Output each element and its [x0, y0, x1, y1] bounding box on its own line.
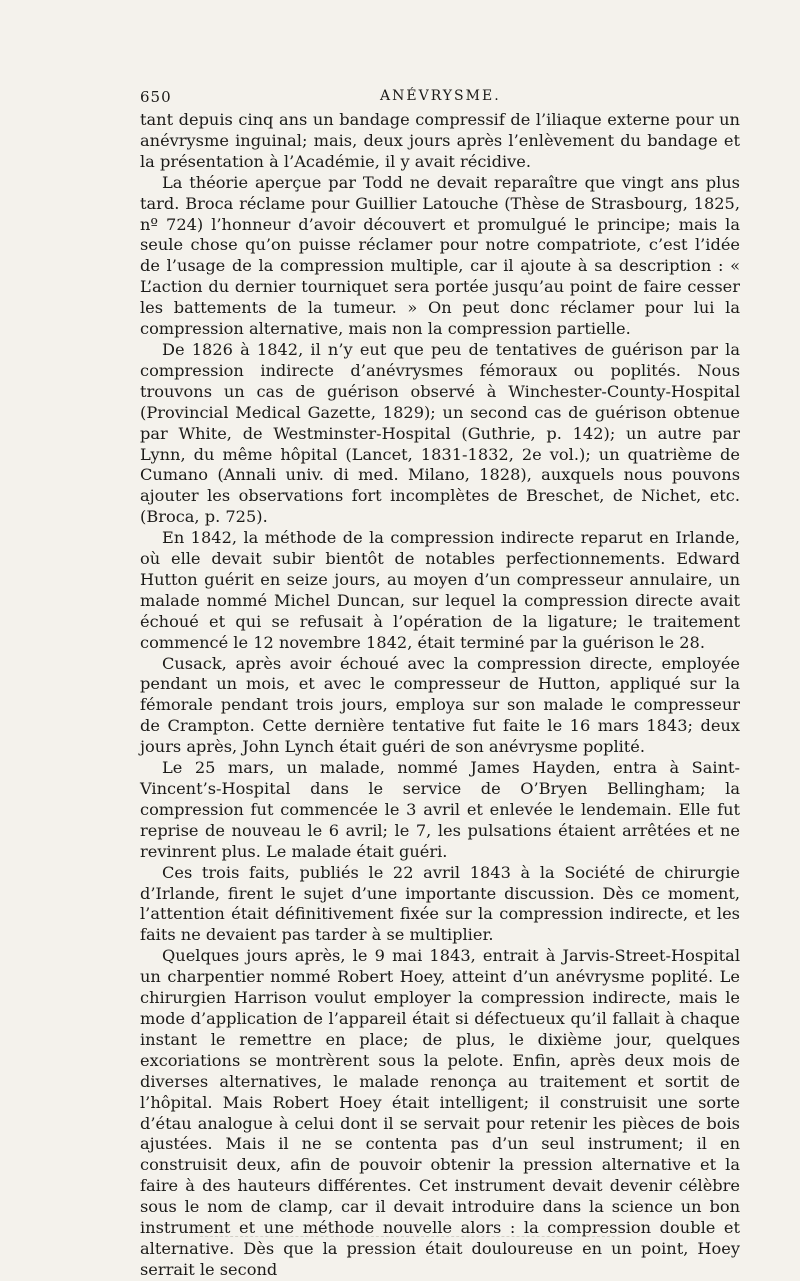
paragraph-6: Le 25 mars, un malade, nommé James Hayden, entra à Saint-Vincent’s-Hospital dans le service de O’Bryen Bellingham; la compression fut commencée le 3 avril et enlevée le lendemain. Elle fut reprise de nouveau le 6 avril; le 7, les pulsations étaient arrêtées et ne revinrent plus. Le malade était guéri. — [140, 758, 740, 861]
page-bottom-rule — [200, 1236, 620, 1237]
body-text — [140, 110, 740, 1281]
paragraph-4: En 1842, la méthode de la compression indirecte reparut en Irlande, où elle devait subir bientôt de notables perfectionnements. Edward Hutton guérit en seize jours, au moyen d’un compresseur annulaire, un malade nommé Michel Duncan, sur lequel la compression directe avait échoué et qui se refusait à l’opération de la ligature; le traitement commencé le 12 novembre 1842, était terminé par la guérison le 28. — [140, 528, 740, 652]
paragraph-2: La théorie aperçue par Todd ne devait reparaître que vingt ans plus tard. Broca réclame pour Guillier Latouche (Thèse de Strasbourg, 1825, nº 724) l’honneur d’avoir découvert et promulgué le principe; mais la seule chose qu’on puisse réclamer pour notre compatriote, c’est l’idée de l’usage de la compression multiple, car il ajoute à sa description : « L’action du dernier tourniquet sera portée jusqu’au point de faire cesser les battements de la tumeur. » On peut donc réclamer pour lui la compression alternative, mais non la compression partielle. — [140, 172, 740, 339]
paragraph-3: De 1826 à 1842, il n’y eut que peu de tentatives de guérison par la compression indirecte d’anévrysmes fémoraux ou poplités. Nous trouvons un cas de guérison observé à Winchester-County-Hospital (Provincial Medical Gazette, 1829); un second cas de guérison obtenue par White, de Westminster-Hospital (Guthrie, p. 142); un autre par Lynn, du même hôpital (Lancet, 1831-1832, 2e vol.); un quatrième de Cumano (Annali univ. di med. Milano, 1828), auxquels nous pouvons ajouter les observations fort incomplètes de Breschet, de Nichet, etc. (Broca, p. 725). — [140, 339, 740, 527]
paragraph-7: Ces trois faits, publiés le 22 avril 1843 à la Société de chirurgie d’Irlande, firent le sujet d’une importante discussion. Dès ce moment, l’attention était définitivement fixée sur la compression indirecte, et les faits ne devaient pas tarder à se multiplier. — [140, 862, 740, 945]
running-title: ANÉVRYSME. — [380, 88, 501, 104]
running-head — [140, 84, 740, 110]
paragraph-5: Cusack, après avoir échoué avec la compression directe, employée pendant un mois, et avec le compresseur de Hutton, appliqué sur la fémorale pendant trois jours, employa sur son malade le compresseur de Crampton. Cette dernière tentative fut faite le 16 mars 1843; deux jours après, John Lynch était guéri de son anévrysme poplité. — [140, 653, 740, 757]
paragraph-1: tant depuis cinq ans un bandage compressif de l’iliaque externe pour un anévrysme inguinal; mais, deux jours après l’enlèvement du bandage et la présentation à l’Académie, il y avait récidive. — [140, 110, 740, 171]
paragraph-8: Quelques jours après, le 9 mai 1843, entrait à Jarvis-Street-Hospital un charpentier nommé Robert Hoey, atteint d’un anévrysme poplité. Le chirurgien Harrison voulut employer la compression indirecte, mais le mode d’application de l’appareil était si défectueux qu’il fallait à chaque instant le remettre en place; de plus, le dixième jour, quelques excoriations se montrèrent sous la pelote. Enfin, après deux mois de diverses alternatives, le malade renonça au traitement et sortit de l’hôpital. Mais Robert Hoey était intelligent; il construisit une sorte d’étau analogue à celui dont il se servait pour retenir les pièces de bois ajustées. Mais il ne se contenta pas d’un seul instrument; il en construisit deux, afin de pouvoir obtenir la pression alternative et la faire à des hauteurs différentes. Cet instrument devait devenir célèbre sous le nom de clamp, car il devait introduire dans la science un bon instrument et une méthode nouvelle alors : la compression double et alternative. Dès que la pression était douloureuse en un point, Hoey serrait le second — [140, 946, 740, 1279]
page-number: 650 — [140, 88, 172, 106]
